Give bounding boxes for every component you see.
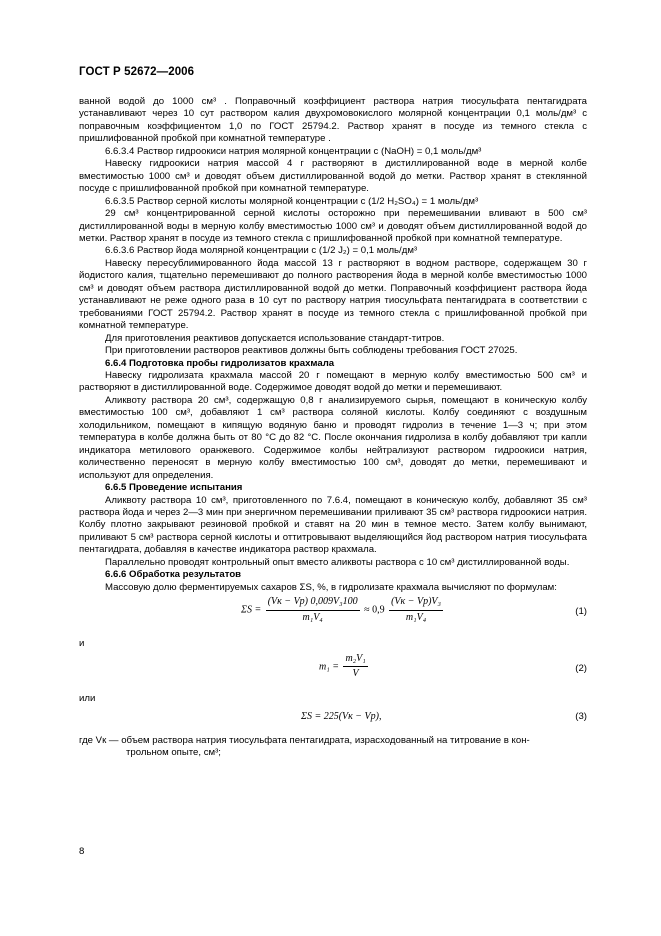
paragraph: ванной водой до 1000 см³ . Поправочный коэффициент раствора натрия тиосульфата пентагидрата устанавливают через 10 сут раствором калия двухромовокислого молярной концентрации 0,1 моль/дм³ с поправочным коэффициентом 1,0 по ГОСТ 25794.2. Раствор хранят в посуде из темного стекла с пришлифованной пробкой при комнатной температуре . [79,96,587,145]
clause-6-6-3-4: 6.6.3.4 Раствор гидроокиси натрия молярной концентрации c (NaOH) = 0,1 моль/дм³ [105,145,482,157]
paragraph: Навеску гидроокиси натрия массой 4 г растворяют в дистиллированной воде в мерной колбе вместимостью 1000 см³ и доводят объем дистиллированной водой до метки. Раствор хранят в стеклянной посуде с пришлифованной пробкой при комнатной температуре. [79,158,587,195]
formula-2-denominator: V [352,668,359,680]
formula-2-lhs: m₁ = [319,660,339,672]
conjunction-or: или [79,692,96,704]
formula-3-expression: ΣS = 225(Vк − Vр), [301,711,382,723]
paragraph: Навеску пересублимированного йода массой 13 г растворяют в водном растворе, содержащем 30 г йодистого калия, тщательно перемешивают до полного растворения йода в мерной колбе вместимостью 1000 см³ и доводят объем раствора дистиллированной водой до метки. Поправочный коэффициент раствора йода устанавливают не реже одного раза в 10 сут по раствору натрия тиосульфата пентагидрата в соответствии с требованиями ГОСТ 25794.2. Раствор хранят в посуде из темного стекла с пришлифованной пробкой при комнатной температуре. [79,257,587,332]
formula-1-fraction-a [266,596,360,624]
formula-2-numerator: m₂V₁ [343,653,367,667]
paragraph: Параллельно проводят контрольный опыт вместо аликвоты раствора с 10 см³ дистиллированной воды. [105,556,570,568]
document-header: ГОСТ Р 52672—2006 [79,66,195,78]
definition-line: где Vк — объем раствора натрия тиосульфата пентагидрата, израсходованный на титрование в кон- [79,735,530,747]
section-heading-6-6-5: 6.6.5 Проведение испытания [105,482,243,494]
formula-1 [79,594,587,636]
clause-6-6-3-6: 6.6.3.6 Раствор йода молярной концентрации c (1/2 J₂) = 0,1 моль/дм³ [105,245,418,257]
section-heading-6-6-4: 6.6.4 Подготовка пробы гидролизатов крахмала [105,357,335,369]
formula-1-denominator-a: m₁V₄ [302,611,323,623]
formula-1-lhs: ΣS = [241,604,262,616]
formula-1-approx: ≈ 0,9 [364,604,385,616]
formula-3 [79,705,587,735]
definition-line-continued: трольном опыте, см³; [126,747,221,759]
formula-1-expression [241,596,445,624]
paragraph: Массовую долю ферментируемых сахаров ΣS, %, в гидролизате крахмала вычисляют по формулам: [105,581,557,593]
formula-3-number: (3) [575,711,587,723]
formula-1-number: (1) [575,606,587,618]
variable-definitions [79,735,587,760]
paragraph: Навеску гидролизата крахмала массой 20 г помещают в мерную колбу вместимостью 500 см³ и растворяют в дистиллированной воде. Содержимое доводят водой до метки и перемешивают. [79,369,587,394]
formula-1-numerator-a: (Vк − Vр) 0,009V₃100 [266,596,360,610]
page-number: 8 [79,846,85,857]
clause-6-6-3-5: 6.6.3.5 Раствор серной кислоты молярной концентрации c (1/2 H₂SO₄) = 1 моль/дм³ [105,195,479,207]
paragraph: Аликвоту раствора 10 см³, приготовленного по 7.6.4, помещают в коническую колбу, добавляют 35 см³ раствора йода и через 2—3 мин при энергичном перемешивании приливают 35 см³ раствора гидроокиси натрия. Колбу плотно закрывают резиновой пробкой и ставят на 20 мин в темное место. Затем колбу вынимают, приливают 5 см³ раствора серной кислоты и оттитровывают выделяющийся йод раствором натрия тиосульфата пентагидрата, добавляя в качестве индикатора раствор крахмала. [79,494,587,556]
paragraph: Аликвоту раствора 20 см³, содержащую 0,8 г анализируемого сырья, помещают в коническую колбу вместимостью 100 см³, добавляют 1 см³ раствора соляной кислоты. Колбу соединяют с воздушным холодильником, помещают в кипящую водяную баню и проводят гидролиз в течение 1—3 ч; при этом температура в колбе должна быть от 80 °С до 82 °С. После окончания гидролиза в колбу добавляют три капли индикатора метилового оранжевого. Содержимое колбы нейтрализуют раствором гидроокиси натрия, количественно переносят в мерную колбу вместимостью 100 см³, доводят до метки, перемешивают и используют для определения. [79,394,587,481]
section-heading-6-6-6: 6.6.6 Обработка результатов [105,569,242,581]
formula-1-numerator-b: (Vк − Vр)V₃ [389,596,443,610]
paragraph: 29 см³ концентрированной серной кислоты осторожно при перемешивании вливают в 500 см³ дистиллированной воды в мерную колбу вместимостью 1000 см³ и доводят объем дистиллированной водой до метки. Раствор хранят в посуде из темного стекла с пришлифованной пробкой при комнатной температуре. [79,208,587,244]
formula-2-fraction [343,653,367,681]
paragraph: При приготовлении растворов реактивов должны быть соблюдены требования ГОСТ 27025. [105,345,518,357]
formula-1-fraction-b [389,596,443,624]
formula-2-number: (2) [575,662,587,674]
conjunction-and: и [79,638,85,650]
formula-1-denominator-b: m₁V₄ [405,611,427,623]
formula-2-expression [319,653,370,681]
paragraph: Для приготовления реактивов допускается использование стандарт-титров. [105,332,445,344]
formula-2 [79,651,587,691]
document-body [79,96,587,760]
